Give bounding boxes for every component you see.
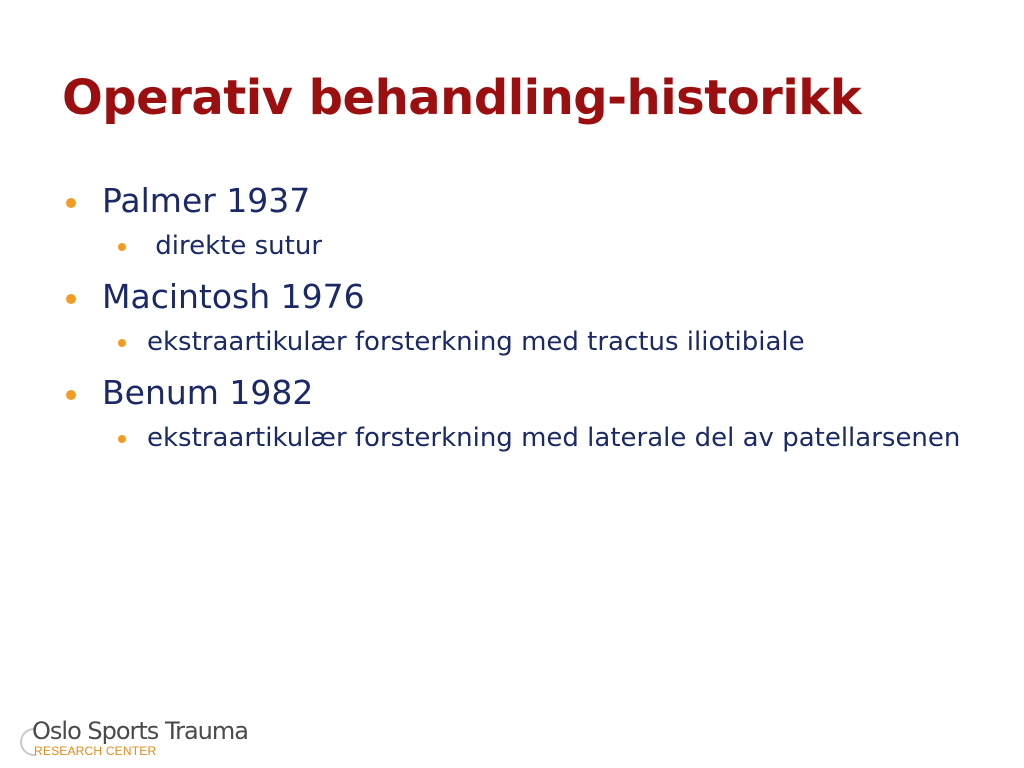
bullet-item xyxy=(66,274,966,362)
sub-bullet-list xyxy=(102,418,966,458)
oslo-sports-trauma-logo xyxy=(20,716,270,760)
sub-bullet-dot-icon xyxy=(118,243,126,251)
sub-bullet-item xyxy=(102,418,1007,458)
sub-bullet-list xyxy=(102,322,966,362)
bullet-item xyxy=(66,370,966,458)
bullet-dot-icon xyxy=(66,294,76,304)
bullet-text: Macintosh 1976 xyxy=(102,277,365,316)
sub-bullet-text: ekstraartikulær forsterkning med tractus iliotibiale xyxy=(147,327,805,357)
bullet-text: Palmer 1937 xyxy=(102,181,311,220)
sub-bullet-list xyxy=(102,226,966,266)
logo-main-text: Oslo Sports Trauma xyxy=(32,717,248,745)
bullet-list xyxy=(66,178,966,458)
sub-bullet-dot-icon xyxy=(118,435,126,443)
bullet-text: Benum 1982 xyxy=(102,373,314,412)
bullet-item xyxy=(66,178,966,266)
slide-title: Operativ behandling-historikk xyxy=(62,70,862,126)
sub-bullet-text: direkte sutur xyxy=(147,231,323,261)
bullet-dot-icon xyxy=(66,198,76,208)
sub-bullet-text: ekstraartikulær forsterkning med laterale del av patellarsenen xyxy=(147,423,961,453)
sub-bullet-dot-icon xyxy=(118,339,126,347)
bullet-dot-icon xyxy=(66,390,76,400)
logo-sub-text: RESEARCH CENTER xyxy=(34,744,157,758)
sub-bullet-item xyxy=(102,226,966,266)
sub-bullet-item xyxy=(102,322,847,362)
